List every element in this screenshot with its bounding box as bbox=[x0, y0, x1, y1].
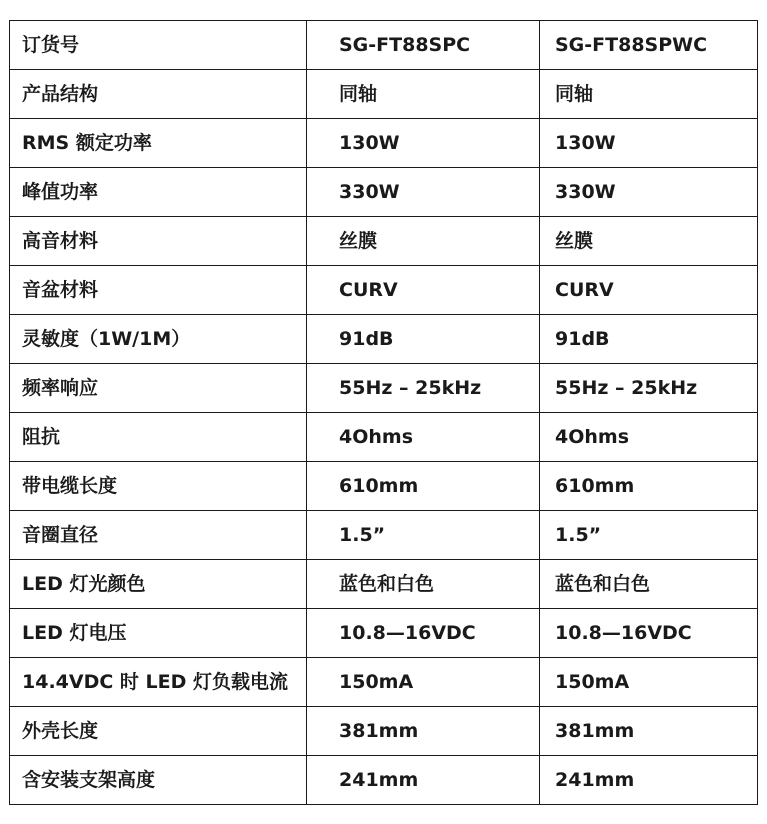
row-value-sg-ft88spwc: CURV bbox=[540, 266, 758, 315]
row-label: 音圈直径 bbox=[10, 511, 307, 560]
row-label: 产品结构 bbox=[10, 70, 307, 119]
row-label: LED 灯光颜色 bbox=[10, 560, 307, 609]
row-value-sg-ft88spc: 150mA bbox=[307, 658, 540, 707]
row-label: 订货号 bbox=[10, 21, 307, 70]
table-row bbox=[10, 119, 758, 168]
row-value-sg-ft88spc: 241mm bbox=[307, 756, 540, 805]
row-value-sg-ft88spc: 蓝色和白色 bbox=[307, 560, 540, 609]
table-row bbox=[10, 560, 758, 609]
row-label: RMS 额定功率 bbox=[10, 119, 307, 168]
table-row bbox=[10, 609, 758, 658]
table-row bbox=[10, 217, 758, 266]
row-label: 14.4VDC 时 LED 灯负载电流 bbox=[10, 658, 307, 707]
row-value-sg-ft88spc: 1.5” bbox=[307, 511, 540, 560]
row-value-sg-ft88spc: 10.8—16VDC bbox=[307, 609, 540, 658]
table-row bbox=[10, 364, 758, 413]
table-row bbox=[10, 168, 758, 217]
row-value-sg-ft88spwc: 4Ohms bbox=[540, 413, 758, 462]
row-label: 外壳长度 bbox=[10, 707, 307, 756]
table-row bbox=[10, 413, 758, 462]
row-value-sg-ft88spwc: 蓝色和白色 bbox=[540, 560, 758, 609]
row-label: 带电缆长度 bbox=[10, 462, 307, 511]
row-value-sg-ft88spwc: 241mm bbox=[540, 756, 758, 805]
row-label: LED 灯电压 bbox=[10, 609, 307, 658]
table-row bbox=[10, 315, 758, 364]
row-value-sg-ft88spwc: 10.8—16VDC bbox=[540, 609, 758, 658]
row-value-sg-ft88spc: 610mm bbox=[307, 462, 540, 511]
row-label: 灵敏度（1W/1M） bbox=[10, 315, 307, 364]
row-value-sg-ft88spwc: 381mm bbox=[540, 707, 758, 756]
row-label: 音盆材料 bbox=[10, 266, 307, 315]
row-label: 阻抗 bbox=[10, 413, 307, 462]
row-value-sg-ft88spwc: 150mA bbox=[540, 658, 758, 707]
row-value-sg-ft88spc: 丝膜 bbox=[307, 217, 540, 266]
table-row bbox=[10, 658, 758, 707]
row-value-sg-ft88spwc: 91dB bbox=[540, 315, 758, 364]
row-value-sg-ft88spwc: 130W bbox=[540, 119, 758, 168]
table-row bbox=[10, 21, 758, 70]
table-row bbox=[10, 707, 758, 756]
row-value-sg-ft88spwc: 丝膜 bbox=[540, 217, 758, 266]
row-value-sg-ft88spc: 55Hz – 25kHz bbox=[307, 364, 540, 413]
row-value-sg-ft88spc: 330W bbox=[307, 168, 540, 217]
row-value-sg-ft88spc: 同轴 bbox=[307, 70, 540, 119]
table-row bbox=[10, 266, 758, 315]
row-value-sg-ft88spc: 381mm bbox=[307, 707, 540, 756]
row-value-sg-ft88spwc: 610mm bbox=[540, 462, 758, 511]
row-value-sg-ft88spwc: 1.5” bbox=[540, 511, 758, 560]
row-value-sg-ft88spc: SG-FT88SPC bbox=[307, 21, 540, 70]
row-value-sg-ft88spwc: 同轴 bbox=[540, 70, 758, 119]
row-value-sg-ft88spc: 91dB bbox=[307, 315, 540, 364]
table-row bbox=[10, 462, 758, 511]
table-row bbox=[10, 756, 758, 805]
row-value-sg-ft88spwc: SG-FT88SPWC bbox=[540, 21, 758, 70]
row-value-sg-ft88spwc: 55Hz – 25kHz bbox=[540, 364, 758, 413]
table-row bbox=[10, 511, 758, 560]
row-value-sg-ft88spc: CURV bbox=[307, 266, 540, 315]
spec-table bbox=[9, 20, 758, 805]
row-label: 含安装支架高度 bbox=[10, 756, 307, 805]
row-value-sg-ft88spc: 130W bbox=[307, 119, 540, 168]
row-label: 频率响应 bbox=[10, 364, 307, 413]
row-label: 峰值功率 bbox=[10, 168, 307, 217]
row-label: 高音材料 bbox=[10, 217, 307, 266]
row-value-sg-ft88spwc: 330W bbox=[540, 168, 758, 217]
row-value-sg-ft88spc: 4Ohms bbox=[307, 413, 540, 462]
table-row bbox=[10, 70, 758, 119]
